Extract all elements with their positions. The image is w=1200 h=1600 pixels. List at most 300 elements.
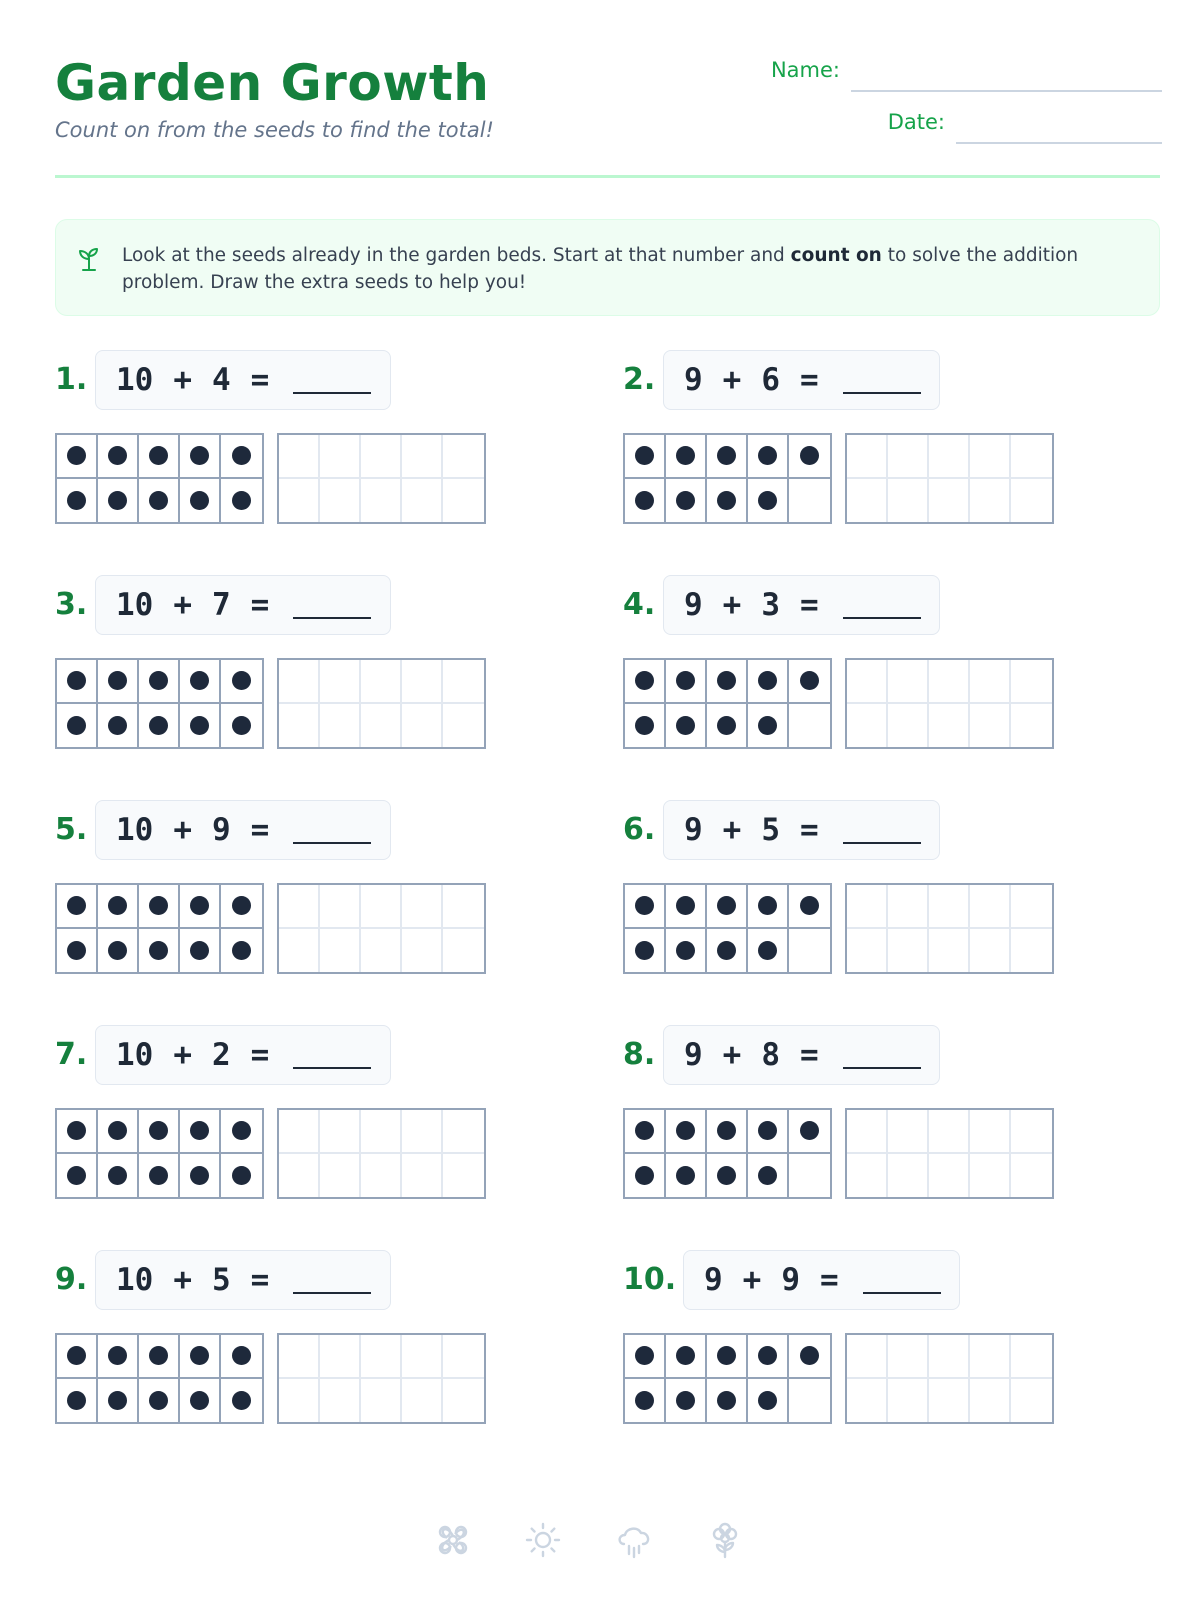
equals-sign: = [250, 362, 270, 398]
empty-frame-cell[interactable] [888, 479, 929, 523]
date-field[interactable] [695, 102, 1160, 142]
seed-dot [232, 941, 251, 960]
ten-frame-empty[interactable] [845, 883, 1054, 974]
empty-frame-cell[interactable] [320, 704, 361, 748]
flower-icon [433, 1520, 473, 1560]
ten-frame-cell [789, 1154, 830, 1198]
seed-dot [758, 671, 777, 690]
equals-sign: = [800, 362, 819, 398]
plus-sign: + [173, 812, 192, 848]
ten-frame-cell [748, 1110, 789, 1154]
empty-frame-cell[interactable] [361, 929, 402, 973]
empty-frame-cell[interactable] [929, 1110, 970, 1154]
empty-frame-cell[interactable] [279, 660, 320, 704]
empty-frame-cell[interactable] [279, 1379, 320, 1423]
empty-frame-cell[interactable] [1011, 435, 1052, 479]
ten-frame-seeds [55, 658, 264, 749]
ten-frame-seeds [55, 433, 264, 524]
ten-frame-cell [139, 1154, 180, 1198]
answer-blank[interactable] [843, 595, 921, 619]
empty-frame-cell[interactable] [929, 929, 970, 973]
ten-frame-cell [666, 1110, 707, 1154]
equation-box [95, 800, 391, 860]
equation-box [663, 1025, 940, 1085]
answer-blank[interactable] [843, 1045, 921, 1069]
seed-dot [800, 896, 819, 915]
empty-frame-cell[interactable] [847, 1335, 888, 1379]
ten-frame-empty[interactable] [845, 433, 1054, 524]
seed-dot [635, 896, 654, 915]
empty-frame-cell[interactable] [847, 704, 888, 748]
empty-frame-cell[interactable] [361, 885, 402, 929]
worksheet-subtitle: Count on from the seeds to find the total! [55, 118, 494, 142]
empty-frame-cell[interactable] [970, 435, 1011, 479]
seed-dot [67, 491, 86, 510]
problem-number: 4. [623, 587, 656, 622]
ten-frame-cell [221, 929, 262, 973]
ten-frame-cell [139, 1335, 180, 1379]
empty-frame-cell[interactable] [320, 1335, 361, 1379]
empty-frame-cell[interactable] [443, 1154, 484, 1198]
equals-sign: = [250, 812, 270, 848]
instructions-text-end: to solve the addition problem. Draw the extra seeds to help you! [122, 245, 1079, 293]
empty-frame-cell[interactable] [847, 660, 888, 704]
ten-frame-cell [625, 479, 666, 523]
ten-frame-cell [139, 885, 180, 929]
empty-frame-cell[interactable] [361, 1379, 402, 1423]
answer-blank[interactable] [293, 1045, 371, 1069]
empty-frame-cell[interactable] [443, 1379, 484, 1423]
ten-frame-cell [625, 435, 666, 479]
seed-dot [635, 1166, 654, 1185]
empty-frame-cell[interactable] [443, 704, 484, 748]
answer-blank[interactable] [293, 1270, 371, 1294]
ten-frame-cell [666, 885, 707, 929]
empty-frame-cell[interactable] [279, 1154, 320, 1198]
empty-frame-cell[interactable] [970, 885, 1011, 929]
ten-frame-cell [625, 1335, 666, 1379]
equation-box [663, 800, 940, 860]
empty-frame-cell[interactable] [1011, 704, 1052, 748]
problem-4 [623, 575, 1143, 765]
seed-dot [676, 716, 695, 735]
empty-frame-cell[interactable] [888, 704, 929, 748]
empty-frame-cell[interactable] [320, 479, 361, 523]
empty-frame-cell[interactable] [970, 1154, 1011, 1198]
ten-frame-seeds [623, 433, 832, 524]
empty-frame-cell[interactable] [443, 929, 484, 973]
empty-frame-cell[interactable] [402, 885, 443, 929]
ten-frame-cell [666, 1154, 707, 1198]
seed-dot [758, 1121, 777, 1140]
ten-frame-cell [57, 1335, 98, 1379]
instructions-text-bold: count on [790, 245, 882, 266]
ten-frame-seeds [623, 1108, 832, 1199]
seed-dot [190, 896, 209, 915]
problem-2 [623, 350, 1143, 540]
seed-dot [232, 1346, 251, 1365]
seed-dot [676, 446, 695, 465]
empty-frame-cell[interactable] [402, 479, 443, 523]
ten-frame-empty[interactable] [277, 1333, 486, 1424]
answer-blank[interactable] [863, 1270, 941, 1294]
seed-dot [676, 896, 695, 915]
seed-dot [758, 716, 777, 735]
ten-frame-cell [57, 479, 98, 523]
empty-frame-cell[interactable] [361, 1110, 402, 1154]
empty-frame-cell[interactable] [847, 1154, 888, 1198]
empty-frame-cell[interactable] [847, 1110, 888, 1154]
answer-blank[interactable] [293, 595, 371, 619]
ten-frame-cell [57, 1110, 98, 1154]
operand-b: 8 [761, 1037, 781, 1073]
empty-frame-cell[interactable] [402, 435, 443, 479]
empty-frame-cell[interactable] [402, 1379, 443, 1423]
seed-dot [717, 1121, 736, 1140]
empty-frame-cell[interactable] [1011, 660, 1052, 704]
ten-frame-cell [139, 479, 180, 523]
ten-frame-cell [707, 704, 748, 748]
seed-dot [635, 446, 654, 465]
seed-dot [758, 1346, 777, 1365]
ten-frame-cell [180, 929, 221, 973]
ten-frame-cell [625, 1154, 666, 1198]
empty-frame-cell[interactable] [929, 885, 970, 929]
empty-frame-cell[interactable] [970, 1335, 1011, 1379]
operand-b: 6 [761, 362, 781, 398]
ten-frame-cell [707, 435, 748, 479]
seed-dot [149, 941, 168, 960]
ten-frame-cell [98, 435, 139, 479]
answer-blank[interactable] [843, 370, 921, 394]
equals-sign: = [800, 587, 819, 623]
answer-blank[interactable] [843, 820, 921, 844]
seed-dot [800, 1346, 819, 1365]
ten-frame-empty[interactable] [277, 658, 486, 749]
ten-frame-cell [625, 1379, 666, 1423]
ten-frame-cell [748, 479, 789, 523]
ten-frame-cell [180, 479, 221, 523]
seed-dot [758, 446, 777, 465]
ten-frame-cell [666, 1335, 707, 1379]
empty-frame-cell[interactable] [1011, 929, 1052, 973]
empty-frame-cell[interactable] [320, 885, 361, 929]
empty-frame-cell[interactable] [402, 929, 443, 973]
seed-dot [190, 941, 209, 960]
empty-frame-cell[interactable] [970, 1379, 1011, 1423]
ten-frame-cell [789, 885, 830, 929]
empty-frame-cell[interactable] [402, 1154, 443, 1198]
empty-frame-cell[interactable] [279, 1110, 320, 1154]
plus-sign: + [173, 1037, 192, 1073]
ten-frame-cell [139, 1110, 180, 1154]
instructions-box [55, 219, 1160, 316]
empty-frame-cell[interactable] [1011, 1154, 1052, 1198]
seed-dot [676, 491, 695, 510]
ten-frame-empty[interactable] [845, 1108, 1054, 1199]
empty-frame-cell[interactable] [1011, 1379, 1052, 1423]
seed-dot [232, 896, 251, 915]
operand-a: 10 [116, 1262, 154, 1298]
empty-frame-cell[interactable] [1011, 479, 1052, 523]
ten-frame-cell [748, 660, 789, 704]
ten-frame-cell [789, 660, 830, 704]
empty-frame-cell[interactable] [320, 435, 361, 479]
empty-frame-cell[interactable] [320, 929, 361, 973]
empty-frame-cell[interactable] [847, 479, 888, 523]
operand-b: 2 [212, 1037, 231, 1073]
name-label: Name: [770, 58, 840, 82]
header-divider [55, 175, 1160, 178]
empty-frame-cell[interactable] [279, 435, 320, 479]
equals-sign: = [800, 1037, 819, 1073]
empty-frame-cell[interactable] [929, 660, 970, 704]
empty-frame-cell[interactable] [402, 1335, 443, 1379]
operand-b: 4 [212, 362, 231, 398]
ten-frame-cell [221, 660, 262, 704]
date-line[interactable] [956, 142, 1162, 144]
answer-blank[interactable] [293, 820, 371, 844]
ten-frame-cell [57, 1379, 98, 1423]
empty-frame-cell[interactable] [361, 660, 402, 704]
ten-frame-cell [180, 704, 221, 748]
problem-number: 8. [623, 1037, 656, 1072]
empty-frame-cell[interactable] [929, 704, 970, 748]
problem-number: 3. [55, 587, 88, 622]
empty-frame-cell[interactable] [1011, 885, 1052, 929]
ten-frame-cell [221, 1379, 262, 1423]
problem-5 [55, 800, 575, 990]
ten-frame-cell [789, 929, 830, 973]
problem-10 [623, 1250, 1143, 1440]
seed-dot [67, 896, 86, 915]
ten-frame-cell [666, 479, 707, 523]
empty-frame-cell[interactable] [361, 704, 402, 748]
ten-frame-empty[interactable] [845, 658, 1054, 749]
empty-frame-cell[interactable] [888, 435, 929, 479]
empty-frame-cell[interactable] [443, 885, 484, 929]
operand-a: 9 [684, 1037, 703, 1073]
empty-frame-cell[interactable] [888, 1379, 929, 1423]
instructions-text [122, 242, 1132, 296]
operand-a: 9 [684, 587, 703, 623]
empty-frame-cell[interactable] [361, 1154, 402, 1198]
empty-frame-cell[interactable] [279, 929, 320, 973]
seed-dot [758, 1166, 777, 1185]
empty-frame-cell[interactable] [361, 435, 402, 479]
empty-frame-cell[interactable] [361, 1335, 402, 1379]
seed-dot [108, 491, 127, 510]
equation-box [683, 1250, 960, 1310]
plus-sign: + [722, 812, 742, 848]
seed-dot [190, 1121, 209, 1140]
empty-frame-cell[interactable] [443, 1335, 484, 1379]
ten-frame-cell [707, 479, 748, 523]
ten-frame-cell [98, 704, 139, 748]
ten-frame-cell [748, 704, 789, 748]
empty-frame-cell[interactable] [443, 660, 484, 704]
empty-frame-cell[interactable] [929, 1379, 970, 1423]
empty-frame-cell[interactable] [970, 1110, 1011, 1154]
ten-frame-cell [789, 704, 830, 748]
ten-frame-cell [625, 660, 666, 704]
empty-frame-cell[interactable] [402, 1110, 443, 1154]
seed-dot [149, 671, 168, 690]
empty-frame-cell[interactable] [888, 1335, 929, 1379]
empty-frame-cell[interactable] [320, 1110, 361, 1154]
problem-7 [55, 1025, 575, 1215]
seed-dot [676, 941, 695, 960]
empty-frame-cell[interactable] [929, 435, 970, 479]
empty-frame-cell[interactable] [970, 660, 1011, 704]
seed-dot [67, 1346, 86, 1365]
ten-frame-cell [748, 929, 789, 973]
empty-frame-cell[interactable] [929, 1335, 970, 1379]
empty-frame-cell[interactable] [402, 660, 443, 704]
empty-frame-cell[interactable] [320, 660, 361, 704]
ten-frame-cell [98, 660, 139, 704]
ten-frame-cell [748, 1154, 789, 1198]
equals-sign: = [250, 587, 270, 623]
empty-frame-cell[interactable] [847, 929, 888, 973]
operand-b: 5 [212, 1262, 231, 1298]
problem-number: 10. [623, 1262, 677, 1297]
name-field[interactable] [695, 50, 1160, 90]
ten-frame-cell [139, 435, 180, 479]
empty-frame-cell[interactable] [847, 885, 888, 929]
ten-frame-seeds [623, 658, 832, 749]
seed-dot [635, 941, 654, 960]
empty-frame-cell[interactable] [929, 1154, 970, 1198]
ten-frame-empty[interactable] [277, 1108, 486, 1199]
operand-b: 3 [761, 587, 781, 623]
operand-a: 10 [116, 587, 154, 623]
ten-frame-cell [180, 435, 221, 479]
ten-frame-cell [221, 885, 262, 929]
empty-frame-cell[interactable] [443, 435, 484, 479]
empty-frame-cell[interactable] [361, 479, 402, 523]
seed-dot [190, 1166, 209, 1185]
footer-decorations [55, 1520, 1160, 1560]
empty-frame-cell[interactable] [929, 479, 970, 523]
sprout-icon [78, 246, 100, 272]
ten-frame-seeds [623, 883, 832, 974]
seed-dot [149, 491, 168, 510]
ten-frame-cell [666, 929, 707, 973]
ten-frame-empty[interactable] [277, 883, 486, 974]
problem-number: 5. [55, 812, 88, 847]
ten-frame-empty[interactable] [845, 1333, 1054, 1424]
seed-dot [717, 716, 736, 735]
problem-number: 9. [55, 1262, 88, 1297]
empty-frame-cell[interactable] [847, 1379, 888, 1423]
seed-dot [635, 1346, 654, 1365]
seed-dot [635, 716, 654, 735]
ten-frame-cell [57, 1154, 98, 1198]
seed-dot [676, 1121, 695, 1140]
seed-dot [67, 1391, 86, 1410]
equation-box [663, 575, 940, 635]
seed-dot [758, 941, 777, 960]
problem-1 [55, 350, 575, 540]
seed-dot [149, 1346, 168, 1365]
ten-frame-cell [98, 479, 139, 523]
ten-frame-cell [139, 704, 180, 748]
seed-dot [67, 941, 86, 960]
empty-frame-cell[interactable] [1011, 1335, 1052, 1379]
empty-frame-cell[interactable] [970, 704, 1011, 748]
empty-frame-cell[interactable] [970, 479, 1011, 523]
seed-dot [635, 1391, 654, 1410]
equals-sign: = [800, 812, 819, 848]
empty-frame-cell[interactable] [402, 704, 443, 748]
ten-frame-cell [707, 660, 748, 704]
empty-frame-cell[interactable] [279, 479, 320, 523]
seed-dot [190, 1346, 209, 1365]
seed-dot [676, 1166, 695, 1185]
ten-frame-cell [98, 929, 139, 973]
problem-number: 7. [55, 1037, 88, 1072]
empty-frame-cell[interactable] [320, 1379, 361, 1423]
ten-frame-seeds [55, 1333, 264, 1424]
ten-frame-cell [98, 885, 139, 929]
empty-frame-cell[interactable] [888, 929, 929, 973]
seed-dot [232, 446, 251, 465]
worksheet-title: Garden Growth [55, 54, 490, 112]
name-line[interactable] [851, 90, 1162, 92]
empty-frame-cell[interactable] [888, 885, 929, 929]
empty-frame-cell[interactable] [888, 1110, 929, 1154]
seed-dot [108, 671, 127, 690]
ten-frame-cell [221, 435, 262, 479]
equals-sign: = [250, 1037, 270, 1073]
ten-frame-cell [180, 660, 221, 704]
operand-a: 10 [116, 812, 154, 848]
empty-frame-cell[interactable] [970, 929, 1011, 973]
ten-frame-cell [180, 885, 221, 929]
empty-frame-cell[interactable] [443, 479, 484, 523]
empty-frame-cell[interactable] [888, 660, 929, 704]
empty-frame-cell[interactable] [320, 1154, 361, 1198]
seed-dot [635, 1121, 654, 1140]
empty-frame-cell[interactable] [443, 1110, 484, 1154]
seed-dot [635, 671, 654, 690]
ten-frame-cell [707, 885, 748, 929]
seed-dot [676, 671, 695, 690]
empty-frame-cell[interactable] [279, 704, 320, 748]
empty-frame-cell[interactable] [888, 1154, 929, 1198]
empty-frame-cell[interactable] [847, 435, 888, 479]
ten-frame-cell [57, 929, 98, 973]
ten-frame-empty[interactable] [277, 433, 486, 524]
plus-sign: + [722, 362, 742, 398]
seed-dot [717, 491, 736, 510]
empty-frame-cell[interactable] [1011, 1110, 1052, 1154]
ten-frame-cell [748, 1379, 789, 1423]
operand-a: 9 [684, 362, 703, 398]
operand-a: 10 [116, 362, 154, 398]
worksheet-page [55, 0, 1160, 1600]
ten-frame-cell [625, 704, 666, 748]
empty-frame-cell[interactable] [279, 885, 320, 929]
ten-frame-cell [221, 1154, 262, 1198]
ten-frame-cell [139, 1379, 180, 1423]
problem-6 [623, 800, 1143, 990]
empty-frame-cell[interactable] [279, 1335, 320, 1379]
answer-blank[interactable] [293, 370, 371, 394]
ten-frame-cell [98, 1154, 139, 1198]
ten-frame-cell [789, 1110, 830, 1154]
